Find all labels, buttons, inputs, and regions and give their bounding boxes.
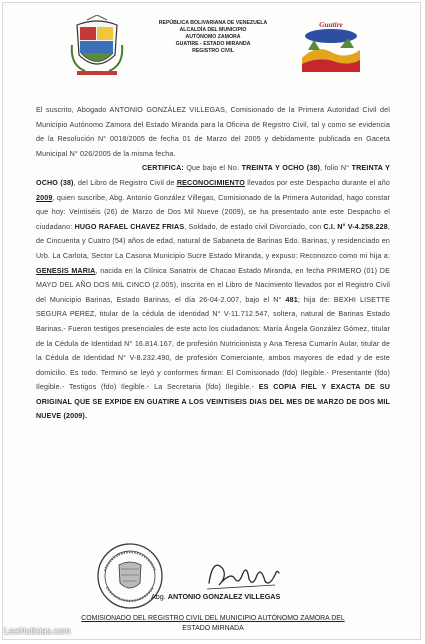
certificate-body — [36, 103, 390, 424]
header-line-municipio: AUTÓNOMO ZAMORA — [185, 34, 241, 40]
text-segment: ; hija de: BEXHI LISETTE SEGURA PEREZ, titular de la cédula de identidad N° V-11.712.547, soltera, natural de Barinas Estado Barinas.- Fueron testigos presenciales de este acto los ciudadanos: María Ángela González Gómez, titular de la Cédula de Identidad N° 16.814.167, de profesión Nutricionista y Ana Teresa Cumarín Aular, titular de la Cédula de Identidad N° V-8.232.490, de profesión Comerciante, ambos mayores de edad y de este domicilio. Es todo. Terminó se leyó y conformes firman: El Comisionado (fdo) Ilegible.- Presentante (fdo) Ilegible.- Testigos (fdo) Ilegible.- La Secretaria (fdo) Ilegible.- — [36, 295, 390, 392]
record-type: RECONOCIMIENTO — [176, 178, 245, 187]
text-segment: , folio N° — [320, 164, 352, 173]
signer-name — [151, 592, 280, 601]
signer-title-line2: ESTADO MIRNADA — [182, 625, 244, 632]
declarant-name: HUGO RAFAEL CHAVEZ FRIAS — [74, 222, 185, 231]
folio-number: TREINTA Y OCHO (38) — [36, 164, 390, 187]
text-segment: llevados por este Despacho durante el año — [244, 178, 390, 187]
logo-wordmark: Guatire — [319, 20, 343, 29]
certifica-heading: CERTIFICA: — [142, 164, 184, 173]
text-segment: , de Cincuenta y Cuatro (54) años de edad, natural de Sabaneta de Barinas Edo. Barinas, y residenciado en Urb. La Carlota, Sector La Casona Municipio Sucre Estado Miranda, y expuso: Reconozco como mi hija a: — [36, 222, 390, 260]
coat-of-arms-icon — [69, 15, 125, 77]
signer-prefix: Abg. — [151, 592, 166, 601]
text-segment: , nacida en la Clínica Sanatrix de Chacao Estado Miranda, en fecha PRIMERO (01) DE MAYO DEL AÑO DOS MIL CINCO (2.005), inscrita en el Libro de Nacimiento llevados por el Registro Civil del Municipio Barinas, Estado Barinas, el día 26-04-2.007, bajo el N° — [36, 266, 390, 304]
signer-full-name: ANTONIO GONZALEZ VILLEGAS — [167, 592, 281, 601]
watermark-text: LeaNoticias.com — [4, 626, 71, 636]
closing-statement: ES COPIA FIEL Y EXACTA DE SU ORIGINAL QUE SE EXPIDE EN GUATIRE A LOS VEINTISEIS DIAS DEL MES DE MARZO DE DOS MIL NUEVE (2009). — [36, 383, 391, 421]
header-line-republic: REPÚBLICA BOLIVARIANA DE VENEZUELA — [158, 20, 268, 26]
child-name: GENESIS MARIA — [36, 266, 96, 275]
intro-paragraph: El suscrito, Abogado ANTONIO GONZÁLEZ VILLEGAS, Comisionado de la Primera Autoridad Civil del Municipio Autónomo Zamora del Estado Miranda para la Oficina de Registro Civil, tal y como se evidencia de la Resolución N° 0018/2005 de fecha 01 de Marzo del 2005 y debidamente publicada en Gaceta Municipal N° 026/2005 de la misma fecha. — [36, 106, 390, 158]
text-segment: , Soldado, de estado civil Divorciado, con — [184, 222, 324, 231]
header-line-registro: REGISTRO CIVIL — [192, 48, 234, 54]
signer-title — [63, 614, 363, 634]
birth-record-number: 481 — [285, 295, 298, 304]
certificate-document — [2, 2, 421, 640]
signer-title-line1: COMISIONADO DEL REGISTRO CIVIL DEL MUNICIPIO AUTÓNOMO ZAMORA DEL — [81, 615, 345, 622]
municipal-logo — [296, 14, 366, 76]
declarant-id: C.I. N° V-4.258.228 — [323, 222, 388, 231]
record-number: TREINTA Y OCHO (38) — [241, 164, 320, 173]
text-segment: Que bajo el No. — [183, 164, 242, 173]
text-segment: , quien suscribe, Abg. Antonio González Villegas, Comisionado de la Primera Autoridad, hago constar que hoy: Veintiséis (26) de Marzo de Dos Mil Nueve (2009), se ha presentado ante este Despacho el ciudadano: — [36, 193, 390, 231]
text-segment: , del Libro de Registro Civil de — [73, 178, 177, 187]
header-line-alcaldia: ALCALDÍA DEL MUNICIPIO — [179, 27, 247, 33]
certification-paragraph — [36, 161, 390, 424]
landscape-logo-icon — [296, 28, 366, 76]
document-header — [3, 3, 420, 103]
header-line-state: GUATIRE - ESTADO MIRANDA — [175, 41, 251, 47]
header-institution-lines — [133, 20, 293, 55]
record-year: 2009 — [36, 193, 53, 202]
